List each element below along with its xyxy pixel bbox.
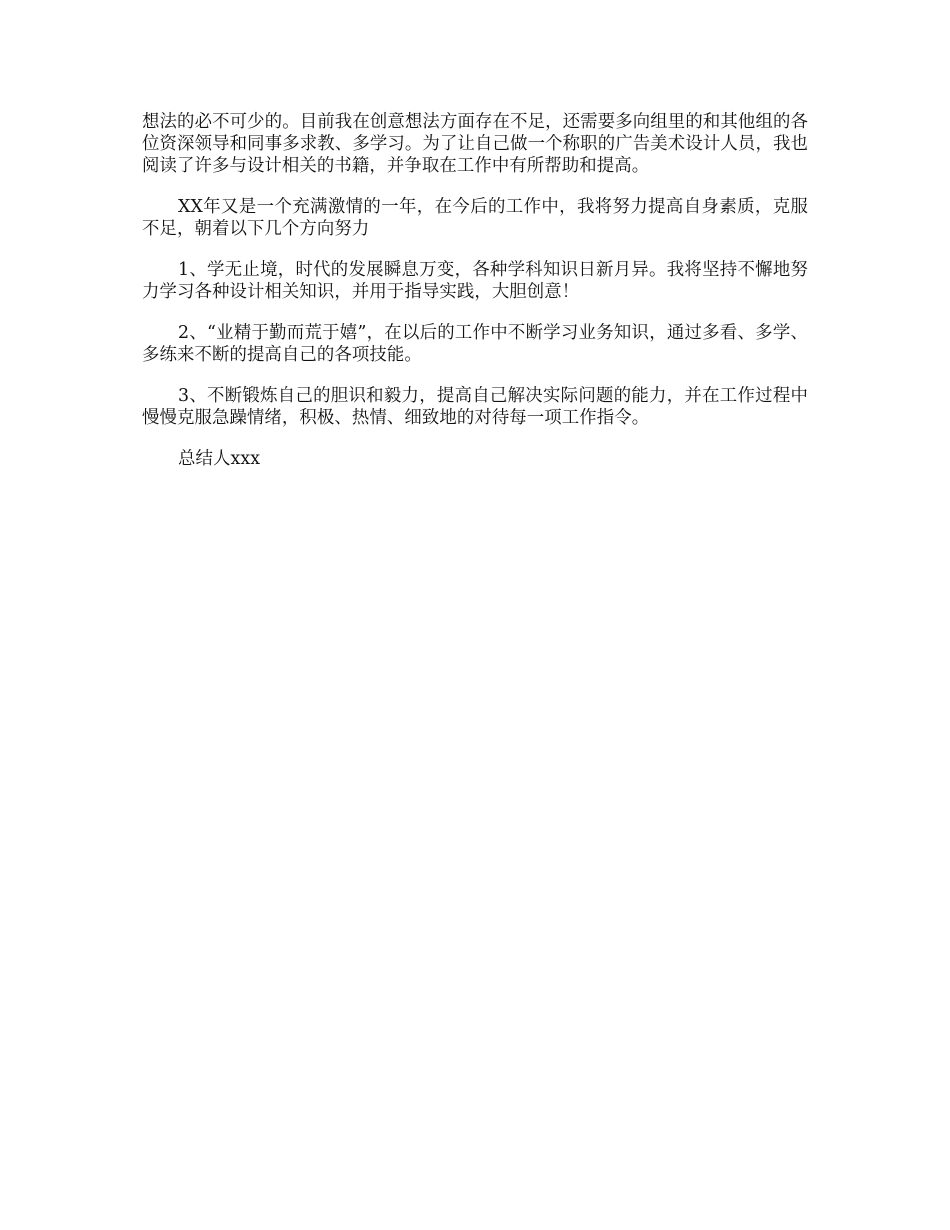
paragraph-point-1: 1、学无止境，时代的发展瞬息万变，各种学科知识日新月异。我将坚持不懈地努力学习各种设计相关知识，并用于指导实践，大胆创意！ [142,260,808,302]
paragraph-point-2: 2、“业精于勤而荒于嬉”，在以后的工作中不断学习业务知识，通过多看、多学、多练来不断的提高自己的各项技能。 [142,323,808,365]
paragraph-continuation: 想法的必不可少的。目前我在创意想法方面存在不足，还需要多向组里的和其他组的各位资深领导和同事多求教、多学习。为了让自己做一个称职的广告美术设计人员，我也阅读了许多与设计相关的书籍，并争取在工作中有所帮助和提高。 [142,112,808,176]
document-page [142,111,808,489]
paragraph-next-year-goals: XX年又是一个充满激情的一年，在今后的工作中，我将努力提高自身素质，克服不足，朝着以下几个方向努力 [142,197,808,239]
paragraph-point-3: 3、不断锻炼自己的胆识和毅力，提高自己解决实际问题的能力，并在工作过程中慢慢克服急躁情绪，积极、热情、细致地的对待每一项工作指令。 [142,386,808,428]
signature-line: 总结人xxx [178,449,261,469]
